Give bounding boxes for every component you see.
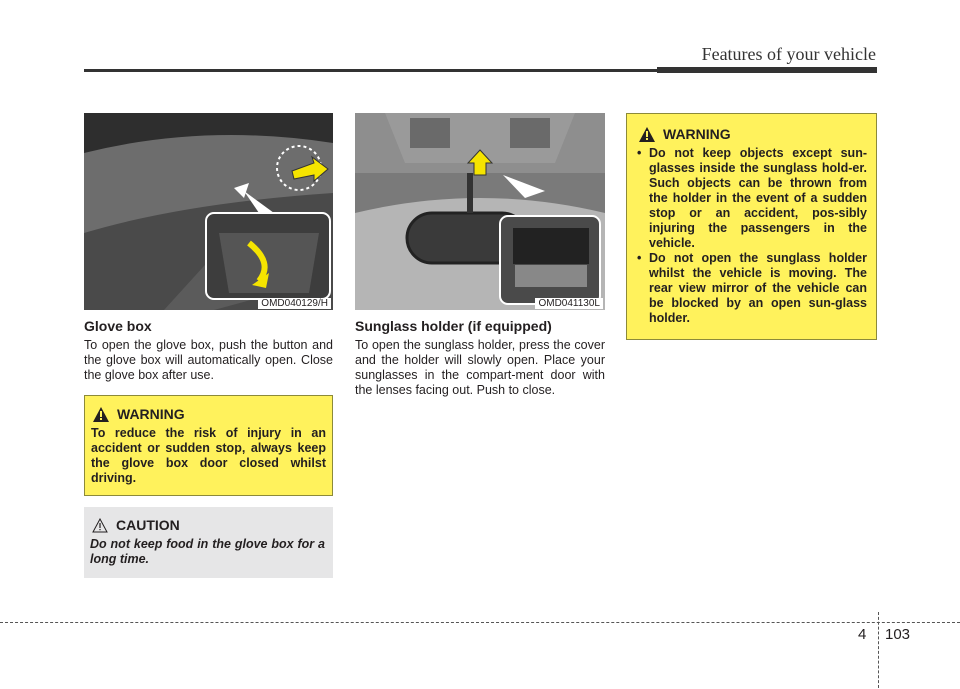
sunglass-title: Sunglass holder (if equipped) [355,318,552,334]
warning-text: To reduce the risk of injury in an accident or sudden stop, always keep the glove box door closed whilst driving. [91,426,326,485]
warning-heading-right [639,126,731,142]
caution-text: Do not keep food in the glove box for a long time. [90,537,325,566]
sunglass-body: To open the sunglass holder, press the cover and the holder will slowly open. Place your sunglasses in the compart-ment door with the lenses facing out. Push to close. [355,338,605,397]
caution-heading-text: CAUTION [116,517,180,533]
sunglass-holder-illustration [355,113,605,310]
warning-item: • Do not open the sunglass holder whilst the vehicle is moving. The rear view mirror of the vehicle can be blocked by an open sun-glass holder. [637,251,867,326]
warning-heading-text: WARNING [117,406,185,422]
caution-box [84,507,333,578]
warning-box-glove [84,395,333,496]
sunglass-holder-photo [355,113,605,310]
warning-list [637,146,867,326]
chapter-number: 4 [858,626,867,643]
caution-heading [92,517,180,533]
header-rule-accent [657,67,877,73]
warning-triangle-icon [93,407,109,422]
glove-box-title: Glove box [84,318,152,334]
footer-rule [0,622,960,623]
page-number: 103 [885,626,911,643]
warning-box-sunglass [626,113,877,340]
footer-divider [878,612,879,688]
page-header-title: Features of your vehicle [701,44,876,64]
caution-triangle-icon [92,518,108,533]
warning-item: • Do not keep objects except sun-glasses inside the sunglass hold-er. Such objects can be thrown from the holder in the event of a sudden stop or an accident, pos-sibly injuring the passengers in the vehicle. [637,146,867,251]
warning-heading-right-text: WARNING [663,126,731,142]
glove-box-photo-code: OMD040129/H [258,298,331,309]
glove-box-illustration [84,113,333,310]
warning-triangle-icon [639,127,655,142]
glove-box-body: To open the glove box, push the button and the glove box will automatically open. Close the glove box after use. [84,338,333,382]
warning-heading [93,406,185,422]
sunglass-photo-code: OMD041130L [535,298,603,309]
glove-box-photo [84,113,333,310]
